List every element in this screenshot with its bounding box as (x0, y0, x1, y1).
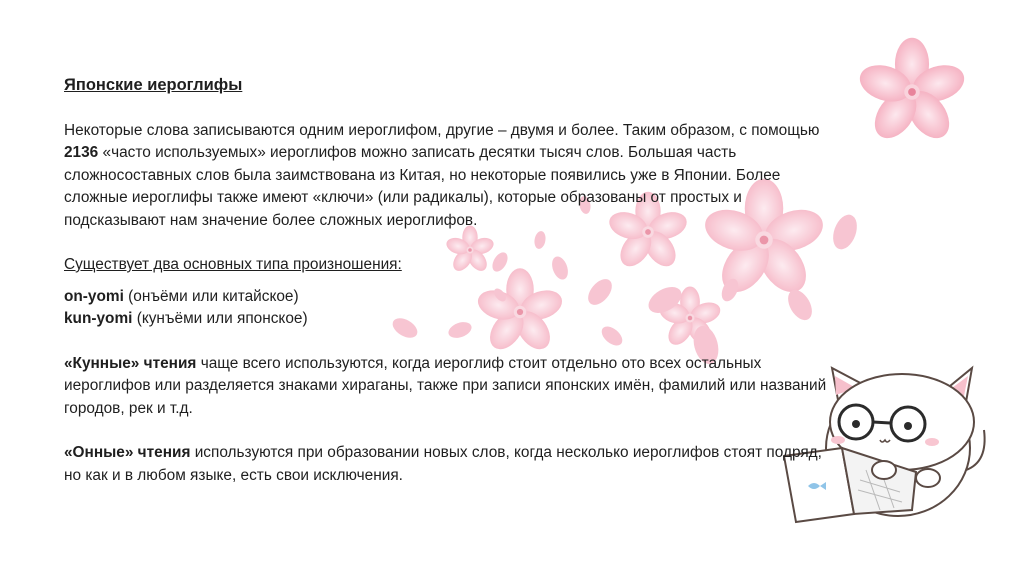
kunyomi-desc: (кунъёми или японское) (132, 310, 308, 327)
onyomi-term: on-yomi (64, 287, 124, 305)
kunyomi-term: kun-yomi (64, 310, 133, 327)
page-title: Японские иероглифы (64, 76, 243, 94)
onyomi-desc: (онъёми или китайское) (123, 287, 299, 305)
on-reading-term: «Онные» чтения (64, 444, 191, 461)
slide-content (64, 74, 834, 487)
kun-reading-paragraph (64, 353, 834, 421)
on-reading-text: используются при образовании новых слов, когда несколько иероглифов стоят подряд, но как и в любом языке, есть свои исключения. (64, 444, 822, 484)
intro-text-start: Некоторые слова записываются одним иероглифом, другие – двумя и более. Таким образом, с помощью (64, 121, 820, 139)
onyomi-line (64, 286, 834, 309)
on-reading-paragraph (64, 442, 834, 487)
kunyomi-line (64, 308, 834, 331)
kun-reading-term: «Кунные» чтения (64, 354, 197, 372)
pronunciation-subheading: Существует два основных типа произношения: (64, 256, 402, 273)
sakura-flower-icon (855, 38, 969, 146)
kun-reading-text: чаще всего используются, когда иероглиф стоит отдельно ото всех остальных иероглифов или разделяется знаками хираганы, также при записи японских имён, фамилий или названий городов, рек и т.д. (64, 354, 827, 417)
kanji-count: 2136 (64, 144, 99, 161)
intro-paragraph (64, 120, 834, 233)
intro-text-end: «часто используемых» иероглифов можно записать десятки тысяч слов. Большая часть сложносоставных слов была заимствована из Китая, но некоторые появились уже в Японии. Более сложные иероглифы также имеют «ключи» (или радикалы), которые образованы от простых и подсказывают нам значение более сложных иероглифов. (64, 144, 781, 229)
